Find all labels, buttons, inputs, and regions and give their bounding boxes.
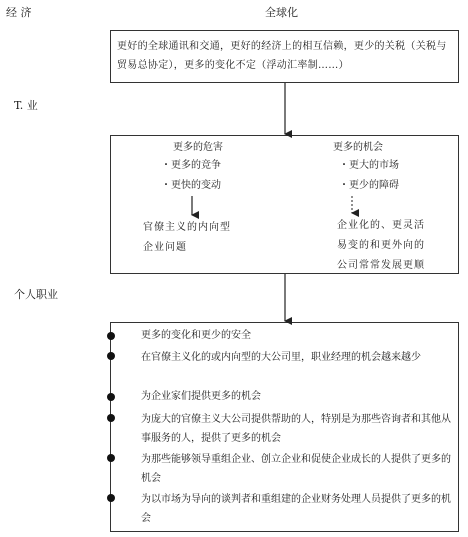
opportunities-item-market: ・更大的市场 [339, 160, 399, 171]
career-item [115, 450, 460, 488]
bullet-icon [107, 414, 115, 422]
career-item [115, 389, 460, 405]
threats-item-competition: ・更多的竞争 [161, 160, 221, 171]
career-item [115, 328, 460, 344]
globalization-body: 更好的全球通讯和交通，更好的经济上的相互信赖，更少的关税（关税与贸易总协定），更多的变化不定（浮动汇率制……） [117, 41, 447, 71]
career-item [115, 410, 460, 448]
career-item [115, 490, 460, 528]
threats-item-change: ・更快的变动 [161, 180, 221, 191]
section-label-industry: T. 业 [14, 99, 38, 112]
industry-box [110, 135, 459, 274]
bullet-icon [107, 352, 115, 360]
bullet-icon [107, 454, 115, 462]
bullet-icon [107, 393, 115, 401]
section-label-economy: 经 济 [6, 6, 32, 19]
career-item-text: 更多的变化和更少的安全 [141, 330, 251, 341]
opportunities-item-barriers: ・更少的障碍 [339, 180, 399, 191]
bullet-icon [107, 332, 115, 340]
career-item-text: 为庞大的官僚主义大公司提供帮助的人，特别是为那些咨询者和其他从事服务的人，提供了更多的机会 [141, 414, 451, 444]
career-item-text: 为那些能够领导重组企业、创立企业和促使企业成长的人提供了更多的机会 [141, 454, 451, 484]
globalization-box [110, 30, 459, 83]
career-item-text: 为以市场为导向的谈判者和重组建的企业财务处理人员提供了更多的机会 [141, 494, 451, 524]
opportunities-heading: 更多的机会 [333, 142, 383, 153]
career-item-text: 在官僚主义化的或内向型的大公司里，职业经理的机会越来越少 [141, 352, 421, 363]
opportunities-result: 企业化的、更灵活 易变的和更外向的 公司常常发展更顺 [337, 220, 425, 271]
globalization-title: 全球化 [265, 6, 298, 19]
career-item-text: 为企业家们提供更多的机会 [141, 391, 261, 402]
section-label-personal: 个人职业 [14, 288, 58, 301]
bullet-icon [107, 494, 115, 502]
threats-result: 官僚主义的内向型 企业问题 [143, 222, 231, 253]
threats-heading: 更多的危害 [173, 142, 223, 153]
career-item [115, 348, 460, 367]
